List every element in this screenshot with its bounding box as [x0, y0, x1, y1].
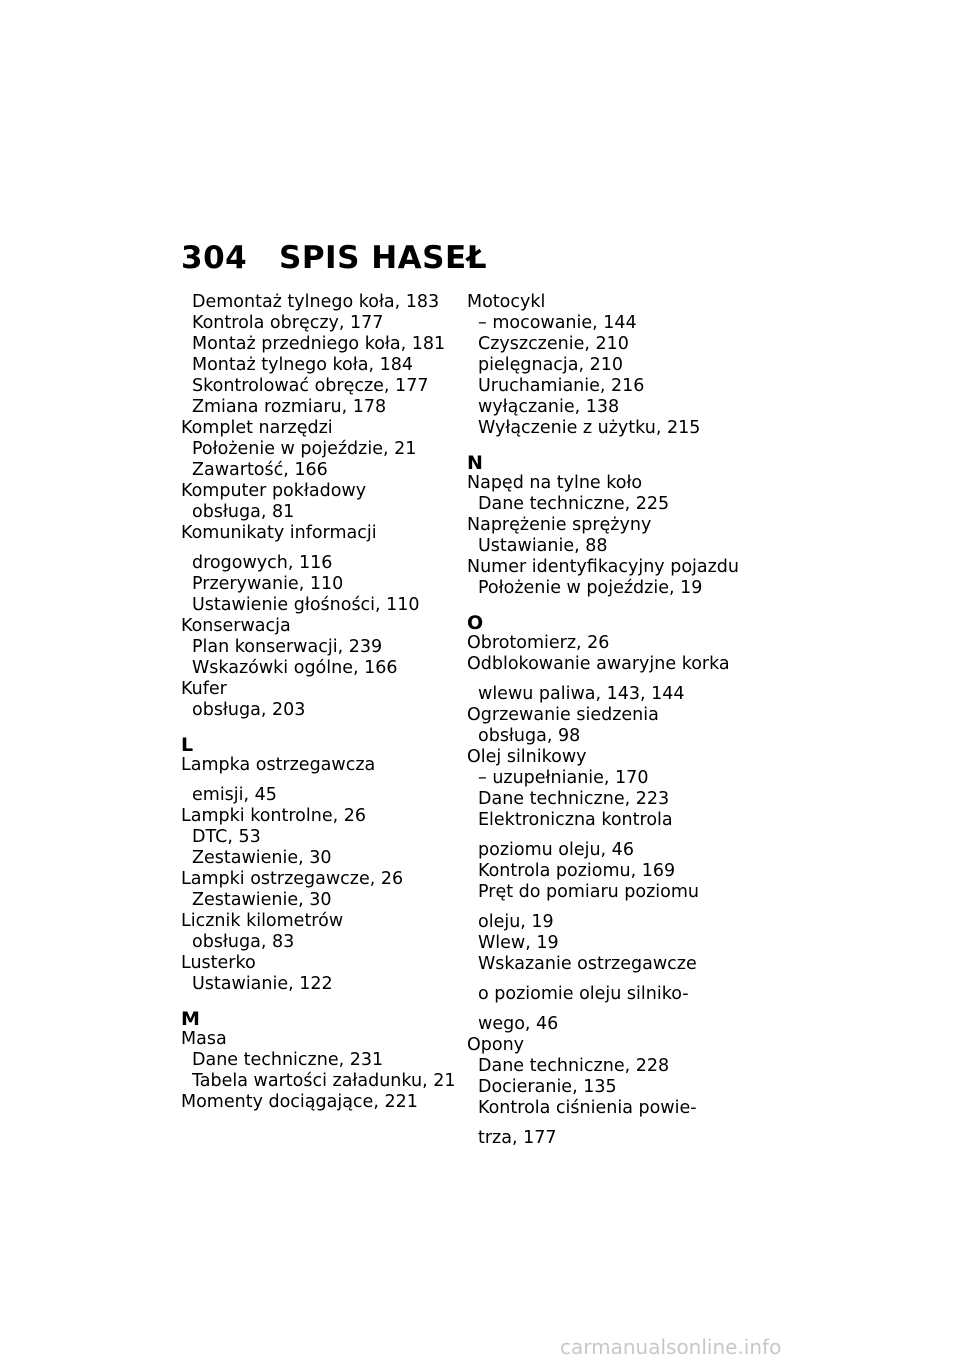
index-entry: Napęd na tylne koło: [467, 473, 643, 493]
index-entry: Komplet narzędzi: [181, 418, 333, 438]
page-number: 304: [181, 240, 248, 276]
index-subentry: Zawartość, 166: [192, 460, 328, 480]
index-subentry: Dane techniczne, 225: [478, 494, 670, 514]
index-subentry: Dane techniczne, 231: [192, 1050, 384, 1070]
index-section-letter: N: [467, 452, 483, 474]
index-subentry: Montaż tylnego koła, 184: [192, 355, 413, 375]
index-subentry: Demontaż tylnego koła, 183: [192, 292, 440, 312]
index-entry: Lampki kontrolne, 26: [181, 806, 366, 826]
index-subentry: Kontrola ciśnienia powie-: [478, 1098, 697, 1118]
index-subentry: – mocowanie, 144: [478, 313, 637, 333]
watermark: carmanualsonline.info: [560, 1335, 782, 1359]
index-subentry: DTC, 53: [192, 827, 261, 847]
index-subentry: Kontrola poziomu, 169: [478, 861, 676, 881]
index-subentry: Ustawianie, 88: [478, 536, 608, 556]
page-header: [181, 240, 487, 276]
index-subentry: oleju, 19: [478, 912, 554, 932]
index-entry: Ogrzewanie siedzenia: [467, 705, 659, 725]
index-entry: Momenty dociągające, 221: [181, 1092, 418, 1112]
index-subentry: Dane techniczne, 228: [478, 1056, 670, 1076]
index-subentry: trza, 177: [478, 1128, 557, 1148]
index-subentry: obsługa, 98: [478, 726, 581, 746]
index-subentry: – uzupełnianie, 170: [478, 768, 649, 788]
index-subentry: Skontrolować obręcze, 177: [192, 376, 429, 396]
index-subentry: Ustawianie, 122: [192, 974, 333, 994]
index-section-letter: M: [181, 1008, 200, 1030]
index-entry: Komunikaty informacji: [181, 523, 377, 543]
index-subentry: wlewu paliwa, 143, 144: [478, 684, 685, 704]
index-subentry: Tabela wartości załadunku, 21: [192, 1071, 456, 1091]
index-section-letter: O: [467, 612, 484, 634]
index-subentry: Przerywanie, 110: [192, 574, 344, 594]
index-entry: Lampki ostrzegawcze, 26: [181, 869, 404, 889]
index-subentry: Kontrola obręczy, 177: [192, 313, 384, 333]
index-subentry: Zmiana rozmiaru, 178: [192, 397, 387, 417]
index-subentry: Ustawienie głośności, 110: [192, 595, 420, 615]
index-column-right: [467, 292, 747, 1149]
index-subentry: o poziomie oleju silniko-: [478, 984, 689, 1004]
index-entry: Licznik kilometrów: [181, 911, 344, 931]
index-subentry: wego, 46: [478, 1014, 559, 1034]
index-subentry: Elektroniczna kontrola: [478, 810, 673, 830]
index-entry: Konserwacja: [181, 616, 291, 636]
index-entry: Lusterko: [181, 953, 256, 973]
index-subentry: Dane techniczne, 223: [478, 789, 670, 809]
index-subentry: obsługa, 83: [192, 932, 295, 952]
index-subentry: Wlew, 19: [478, 933, 559, 953]
index-subentry: Docieranie, 135: [478, 1077, 617, 1097]
index-subentry: poziomu oleju, 46: [478, 840, 634, 860]
index-subentry: Czyszczenie, 210: [478, 334, 629, 354]
index-column-left: [181, 292, 461, 1113]
index-subentry: Położenie w pojeździe, 21: [192, 439, 417, 459]
index-subentry: Zestawienie, 30: [192, 890, 332, 910]
index-subentry: pielęgnacja, 210: [478, 355, 624, 375]
index-subentry: Wyłączenie z użytku, 215: [478, 418, 701, 438]
index-entry: Motocykl: [467, 292, 546, 312]
page-title: SPIS HASEŁ: [279, 240, 488, 276]
index-subentry: obsługa, 203: [192, 700, 306, 720]
index-entry: Kufer: [181, 679, 227, 699]
index-subentry: Położenie w pojeździe, 19: [478, 578, 703, 598]
index-subentry: Zestawienie, 30: [192, 848, 332, 868]
index-entry: Naprężenie sprężyny: [467, 515, 652, 535]
index-subentry: Pręt do pomiaru poziomu: [478, 882, 700, 902]
index-entry: Komputer pokładowy: [181, 481, 367, 501]
index-entry: Numer identyfikacyjny pojazdu: [467, 557, 740, 577]
index-subentry: wyłączanie, 138: [478, 397, 620, 417]
index-entry: Masa: [181, 1029, 227, 1049]
index-entry: Odblokowanie awaryjne korka: [467, 654, 730, 674]
index-subentry: Wskazanie ostrzegawcze: [478, 954, 697, 974]
index-subentry: drogowych, 116: [192, 553, 333, 573]
index-entry: Lampka ostrzegawcza: [181, 755, 376, 775]
index-subentry: Uruchamianie, 216: [478, 376, 645, 396]
index-entry: Obrotomierz, 26: [467, 633, 610, 653]
index-section-letter: L: [181, 734, 194, 756]
index-entry: Olej silnikowy: [467, 747, 587, 767]
index-subentry: Plan konserwacji, 239: [192, 637, 383, 657]
index-subentry: Montaż przedniego koła, 181: [192, 334, 446, 354]
index-subentry: obsługa, 81: [192, 502, 295, 522]
index-entry: Opony: [467, 1035, 525, 1055]
index-subentry: Wskazówki ogólne, 166: [192, 658, 398, 678]
index-subentry: emisji, 45: [192, 785, 277, 805]
